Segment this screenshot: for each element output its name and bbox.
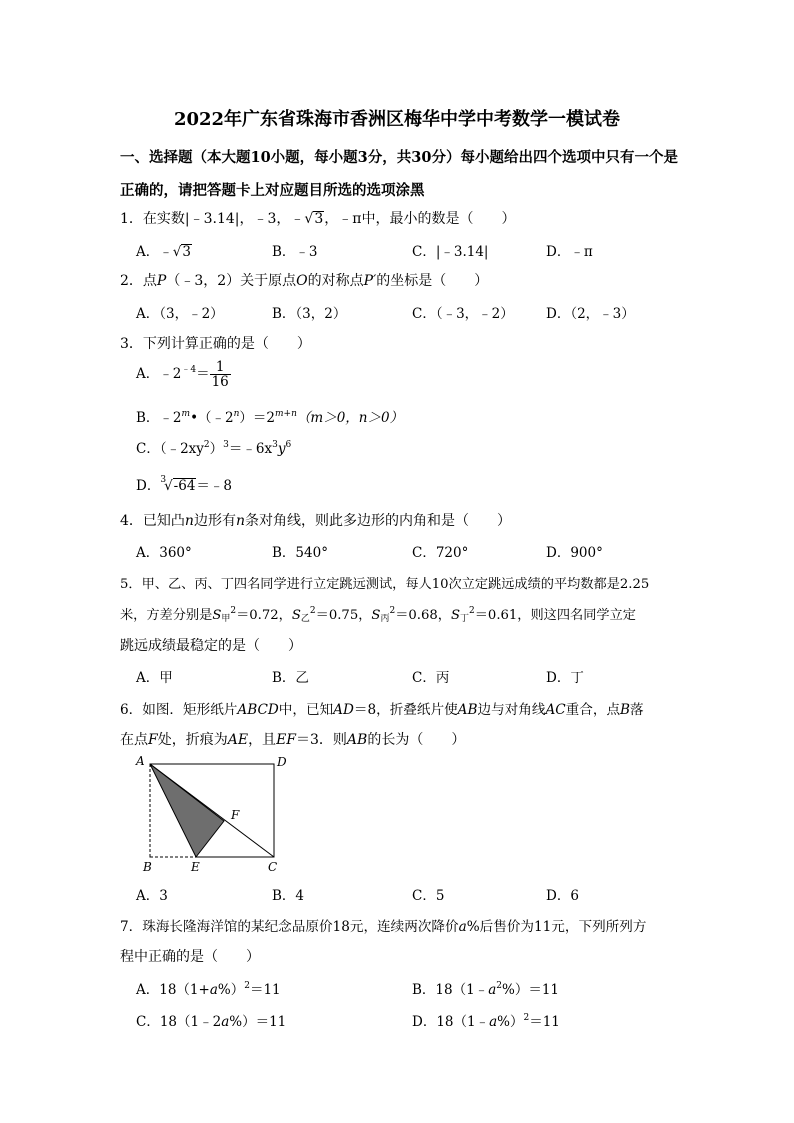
question-5-line3: 跳远成绩最稳定的是（ ） xyxy=(120,638,302,654)
fig-label-f: F xyxy=(231,808,240,822)
question-6-option-b: B．4 xyxy=(272,888,305,904)
question-5-line2: 米，方差分别是$S_甲^2=0.72$，$S_乙^2=0.75$，$S_丙^2=0.68$，$S_丁^2=0.61$，则这四名同学立定 xyxy=(120,606,636,624)
question-7-line1: 7．珠海长隆海洋馆的某纪念品原价18元，连续两次降价a%后售价为11元，下列所列方 xyxy=(120,919,647,935)
question-6-option-d: D．6 xyxy=(546,888,579,904)
question-2-option-d: D．（2，﹣3） xyxy=(546,306,635,322)
question-2-option-b: B．（3，2） xyxy=(272,306,347,322)
question-1-option-c: C．|﹣3.14| xyxy=(412,244,489,260)
fig-label-e: E xyxy=(191,860,200,874)
question-4-option-a: A．360° xyxy=(136,545,192,561)
question-2-stem: 2．点P（﹣3，2）关于原点O的对称点P′的坐标是（ ） xyxy=(120,273,489,289)
question-5-line1: 5．甲、乙、丙、丁四名同学进行立定跳远测试，每人10次立定跳远成绩的平均数都是2.25 xyxy=(120,577,650,592)
question-7-option-a: A．$18(1+a\%)^2=11$ xyxy=(136,981,281,998)
question-6-line1: 6．如图．矩形纸片ABCD中，已知AD＝8，折叠纸片使AB边与对角线AC重合，点B落 xyxy=(120,702,644,718)
question-7-line2: 程中正确的是（ ） xyxy=(120,949,260,965)
question-7-option-c: C．18（1﹣2a%）＝11 xyxy=(136,1014,287,1030)
diagonal-ac xyxy=(150,764,274,857)
question-2-option-a: A．（3，﹣2） xyxy=(136,306,224,322)
question-6-line2: 在点F处，折痕为AE，且EF＝3．则AB的长为（ ） xyxy=(120,732,466,748)
question-1-option-d: D．﹣π xyxy=(546,244,593,260)
question-5-option-d: D．丁 xyxy=(546,670,584,686)
question-7-option-b: B．$18(1﹣a^2\%)=11$ xyxy=(412,981,560,998)
section-header-line1: 一、选择题（本大题10小题，每小题3分，共30分）每小题给出四个选项中只有一个是 xyxy=(120,149,678,166)
question-4-option-d: D．900° xyxy=(546,545,603,561)
question-3-option-c: C．$(﹣2xy^2)^3=﹣6x^3y^6$ xyxy=(136,440,292,457)
question-1-option-b: B．﹣3 xyxy=(272,244,318,260)
page-title: 2022年广东省珠海市香洲区梅华中学中考数学一模试卷 xyxy=(173,109,621,130)
question-7-option-d: D．18（1﹣a%）$^2$＝11 xyxy=(412,1013,560,1030)
question-5-option-b: B．乙 xyxy=(272,670,309,686)
section-header-line2: 正确的，请把答题卡上对应题目所选的选项涂黑 xyxy=(120,182,425,199)
fig-label-c: C xyxy=(268,860,278,874)
question-1-stem: 1．在实数|﹣3.14|，﹣3，﹣√3，﹣π中，最小的数是（ ） xyxy=(120,211,516,227)
fraction: $\frac{1}{16}$ xyxy=(211,359,229,390)
question-3-option-b: B．$﹣2^m•(﹣2^n)=2^{m+n}(m>0$，n＞0） xyxy=(136,409,404,426)
question-4-stem: 4．已知凸n边形有n条对角线，则此多边形的内角和是（ ） xyxy=(120,513,511,529)
question-6-option-a: A．3 xyxy=(136,888,168,904)
question-4-option-b: B．540° xyxy=(272,545,328,561)
question-5-option-a: A．甲 xyxy=(136,670,173,686)
fig-label-b: B xyxy=(143,860,152,874)
question-3-option-a: A．$﹣2^{﹣4}=$ $\frac{1}{16}$ xyxy=(136,359,229,390)
fig-label-d: D xyxy=(277,755,287,769)
folded-triangle-aef xyxy=(150,764,224,857)
question-3-option-d: D．$^3$√-64＝﹣8 xyxy=(136,475,233,494)
question-6-figure xyxy=(134,754,294,880)
question-2-option-c: C．（﹣3，﹣2） xyxy=(412,306,514,322)
question-4-option-c: C．720° xyxy=(412,545,469,561)
question-1-option-a: A．﹣√3 xyxy=(136,244,191,260)
question-6-option-c: C．5 xyxy=(412,888,445,904)
question-5-option-c: C．丙 xyxy=(412,670,450,686)
question-3-stem: 3．下列计算正确的是（ ） xyxy=(120,336,311,352)
fig-label-a: A xyxy=(136,754,145,768)
